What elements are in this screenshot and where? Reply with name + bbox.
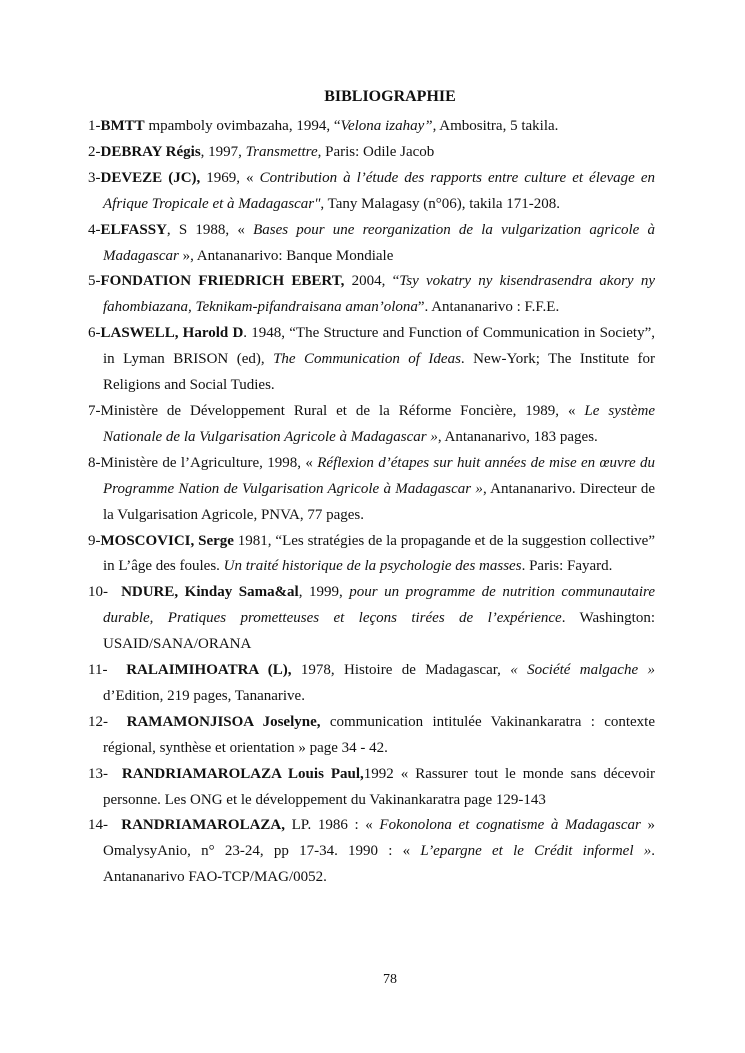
entry-text: . Washington: USAID/SANA/ORANA (103, 610, 655, 653)
entry-text: , 1997, (200, 143, 246, 160)
entry-text: 1969, « (200, 169, 260, 186)
entry-number: 5- (88, 273, 101, 290)
entry-author: RALAIMIHOATRA (L), (126, 662, 292, 679)
entry-author: BMTT (100, 118, 145, 134)
entry-number: 13- (88, 765, 122, 782)
bibliography-list (88, 114, 655, 891)
entry-text: , Paris: Odile Jacob (317, 143, 435, 160)
entry-title: Bases pour une reorganization de la vulgarization agricole à Madagascar (103, 221, 656, 264)
entry-title: Transmettre (245, 143, 318, 160)
entry-text: . Antananarivo FAO-TCP/MAG/0052. (103, 843, 655, 886)
entry-text: ”. Antananarivo : F.F.E. (417, 299, 560, 316)
bibliography-entry (88, 710, 655, 762)
bibliography-entry (88, 451, 655, 529)
entry-text: . Paris: Fayard. (521, 558, 613, 575)
entry-text: LP. 1986 : « (285, 817, 380, 834)
entry-author: FONDATION FRIEDRICH EBERT, (100, 273, 345, 290)
entry-author: LASWELL, Harold D (100, 325, 244, 342)
entry-text: » OmalysyAnio, n° 23-24, pp 17-34. 1990 : « (103, 817, 656, 860)
entry-text: Ministère de Développement Rural et de la Réforme Foncière, 1989, « (100, 402, 585, 419)
entry-text: », Antananarivo: Banque Mondiale (178, 247, 394, 264)
entry-text: . 1948, “The Structure and Function of Communication in Society”, in Lyman BRISON (ed), (103, 325, 655, 368)
entry-text: d’Edition, 219 pages, Tananarive. (103, 687, 305, 704)
bibliography-entry (88, 321, 655, 399)
entry-number: 14- (88, 817, 122, 834)
entry-title: The Communication of Ideas (273, 351, 461, 368)
entry-number: 9- (88, 532, 101, 549)
entry-author: RANDRIAMAROLAZA, (121, 817, 285, 834)
entry-text: 2004, “ (344, 273, 400, 290)
entry-title: Réflexion d’étapes sur huit années de mise en œuvre du Programme Nation de Vulgarisation Agricole à Madagascar » (103, 454, 656, 497)
entry-text: , Tany Malagasy (n°06), takila 171-208. (320, 195, 561, 212)
page-number: 78 (383, 972, 397, 987)
entry-title: « Société malgache » (510, 662, 655, 679)
entry-title: Tsy vokatry ny kisendrasendra akory ny fahombiazana, Teknikam-pifandraisana aman’olona (103, 273, 655, 316)
bibliography-entry (88, 114, 655, 140)
bibliography-entry (88, 580, 655, 658)
entry-text: 1992 « Rassurer tout le monde sans décevoir personne. Les ONG et le développement du Vakinankaratra page 129-143 (103, 765, 655, 808)
entry-number: 6- (88, 325, 101, 342)
entry-number: 10- (88, 584, 122, 601)
entry-text: , Ambositra, 5 takila. (432, 118, 559, 134)
entry-text: , S 1988, « (166, 221, 254, 238)
entry-author: ELFASSY (100, 221, 167, 238)
entry-text: 1978, Histoire de Madagascar, (291, 662, 511, 679)
entry-text: 1981, “Les stratégies de la propagande et de la suggestion collective” in L’âge des foules. (103, 532, 655, 575)
entry-text: , 1999, (298, 584, 350, 601)
entry-number: 7- (88, 402, 101, 419)
entry-author: MOSCOVICI, Serge (100, 532, 234, 549)
entry-author: NDURE, Kinday Sama&al (121, 584, 299, 601)
bibliography-entry (88, 399, 655, 451)
entry-title: L’epargne et le Crédit informel » (420, 843, 652, 860)
entry-text: , Antananarivo, 183 pages. (437, 428, 598, 445)
entry-author: RANDRIAMAROLAZA Louis Paul, (121, 765, 364, 782)
entry-title: Un traité historique de la psychologie des masses (223, 558, 522, 575)
entry-text: . New-York; The Institute for Religions and Social Tudies. (103, 351, 655, 394)
entry-author: DEVEZE (JC), (100, 169, 201, 186)
entry-number: 4- (88, 221, 101, 238)
entry-author: DEBRAY Régis (100, 143, 201, 160)
bibliography-entry (88, 529, 655, 581)
bibliography-entry (88, 140, 655, 166)
entry-title: Le système Nationale de la Vulgarisation Agricole à Madagascar » (103, 402, 655, 445)
entry-author: RAMAMONJISOA Joselyne, (126, 713, 321, 730)
entry-title: pour un programme de nutrition communautaire durable, Pratiques prometteuses et leçons tirées de l’expérience (103, 584, 655, 627)
entry-number: 2- (88, 143, 101, 160)
bibliography-entry (88, 166, 655, 218)
entry-number: 3- (88, 169, 101, 186)
bibliography-entry (88, 218, 655, 270)
bibliography-entry (88, 762, 655, 814)
entry-title: Contribution à l’étude des rapports entre culture et élevage en Afrique Tropicale et à Madagascar" (103, 169, 656, 212)
entry-title: Fokonolona et cognatisme à Madagascar (379, 817, 641, 834)
entry-title: Velona izahay” (340, 118, 433, 134)
entry-text: Ministère de l’Agriculture, 1998, « (100, 454, 318, 471)
entry-number: 11- (88, 662, 127, 679)
entry-number: 1- (88, 118, 101, 134)
page-title: BIBLIOGRAPHIE (324, 88, 456, 105)
entry-number: 8- (88, 454, 101, 471)
entry-text: communication intitulée Vakinankaratra : contexte régional, synthèse et orientation » page 34 - 42. (103, 713, 656, 756)
entry-text: mpamboly ovimbazaha, 1994, “ (144, 118, 341, 134)
entry-text: , Antananarivo. Directeur de la Vulgarisation Agricole, PNVA, 77 pages. (103, 480, 655, 523)
bibliography-entry (88, 269, 655, 321)
bibliography-entry (88, 813, 655, 891)
bibliography-entry (88, 658, 655, 710)
entry-number: 12- (88, 713, 127, 730)
